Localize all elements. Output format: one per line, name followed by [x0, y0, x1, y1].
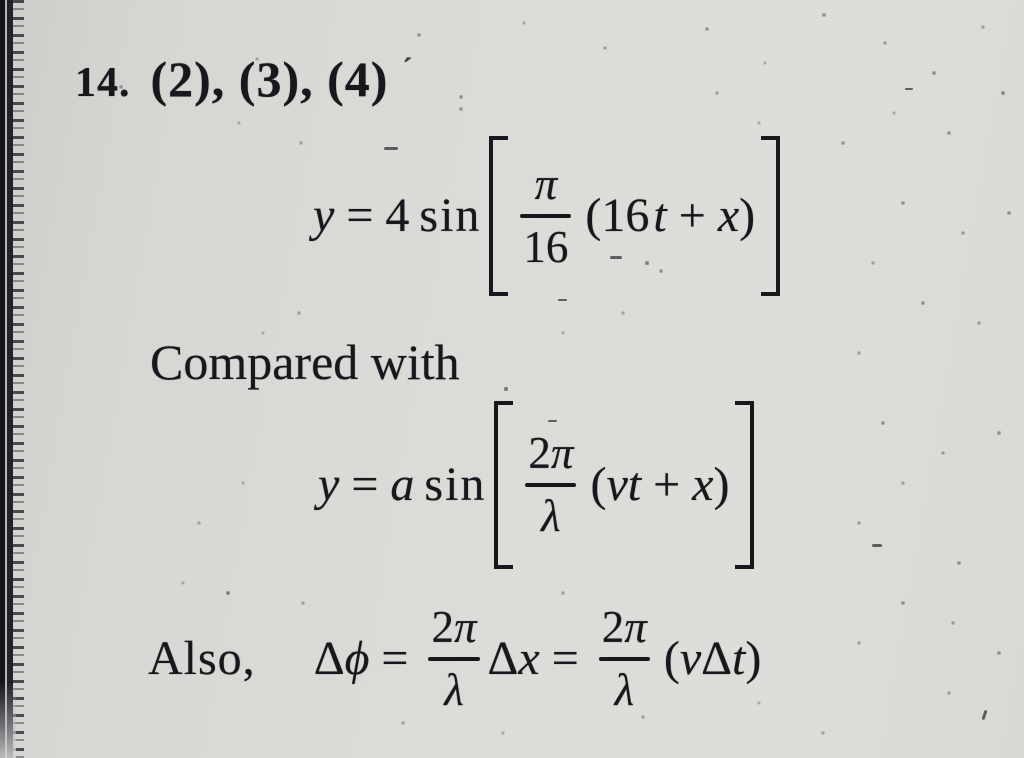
scan-noise-mark	[982, 710, 988, 720]
delta-symbol: Δ	[313, 632, 345, 685]
also-equals-1: =	[381, 632, 409, 685]
also-frac1-num-coef: 2	[431, 602, 454, 652]
also-arg-t: t	[732, 632, 746, 685]
also-fraction-2	[599, 602, 650, 715]
also-frac2-bar	[599, 657, 650, 661]
eq1-equals: =	[346, 189, 374, 242]
also-fraction-1	[428, 602, 479, 715]
eq1-lhs: y	[313, 189, 335, 242]
eq1-arg-var-t: t	[653, 189, 667, 242]
eq2-left-bracket	[494, 401, 513, 569]
eq1-fraction	[520, 159, 571, 272]
also-frac2-num-coef: 2	[601, 602, 625, 652]
scan-noise-mark	[872, 544, 882, 547]
eq1-fraction-bar	[520, 214, 571, 218]
eq2-open-paren: (	[590, 458, 607, 511]
eq1-right-bracket	[761, 136, 780, 296]
also-frac2-num-pi: π	[624, 602, 647, 652]
eq2-equals: =	[351, 458, 379, 511]
also-arg-delta: Δ	[701, 632, 733, 685]
phi-symbol: ϕ	[344, 632, 370, 685]
eq2-sin-function: sin	[424, 458, 487, 511]
also-equation-line	[148, 584, 761, 734]
eq1-coefficient: 4	[385, 189, 410, 242]
compare-label: Compared with	[150, 334, 460, 390]
book-binding-edge	[0, 0, 16, 758]
also-frac1-bar	[428, 657, 479, 661]
also-equals-2: =	[551, 632, 579, 685]
answer-line	[75, 50, 412, 108]
eq1-left-bracket	[489, 136, 508, 296]
equation-2	[318, 401, 756, 569]
answer-options: (2), (3), (4)	[150, 51, 389, 107]
eq2-arg-var-vt: vt	[606, 458, 642, 511]
also-argument	[663, 632, 762, 685]
also-label: Also,	[148, 632, 256, 685]
eq2-plus: +	[653, 458, 681, 511]
eq2-fraction-numerator	[525, 428, 576, 478]
eq2-num-coef: 2	[528, 428, 551, 478]
eq2-fraction-bar	[525, 483, 576, 487]
also-frac1-denominator: λ	[444, 665, 464, 715]
eq1-fraction-denominator: 16	[523, 222, 569, 272]
eq1-argument	[585, 189, 756, 242]
also-frac2-numerator	[599, 602, 650, 652]
also-close-paren: )	[745, 632, 762, 685]
stray-prime-mark: ´	[402, 52, 413, 85]
also-frac1-num-pi: π	[453, 602, 477, 652]
eq2-close-paren: )	[713, 458, 730, 511]
eq2-lhs: y	[318, 458, 340, 511]
equation-1	[313, 136, 782, 296]
also-open-paren: (	[663, 632, 680, 685]
eq1-fraction-numerator: π	[534, 159, 558, 209]
eq2-arg-var-x: x	[692, 458, 714, 511]
eq2-coefficient: a	[390, 458, 415, 511]
eq2-num-pi: π	[550, 428, 574, 478]
scan-noise-mark	[558, 299, 567, 301]
eq2-fraction	[525, 428, 576, 541]
scan-noise-mark	[905, 88, 913, 90]
also-frac1-numerator	[428, 602, 479, 652]
eq1-arg-var-x: x	[717, 189, 740, 242]
also-frac2-denominator: λ	[614, 665, 635, 715]
eq2-argument	[590, 458, 730, 511]
question-number: 14.	[75, 60, 131, 106]
delta-x-var: x	[518, 632, 540, 685]
also-arg-v: v	[679, 632, 702, 685]
delta-x-delta: Δ	[487, 632, 519, 685]
eq1-sin-function: sin	[419, 189, 482, 242]
eq2-right-bracket	[735, 401, 754, 569]
eq1-plus: +	[678, 189, 706, 242]
eq2-fraction-denominator: λ	[541, 491, 561, 541]
eq1-open-paren: (	[585, 189, 602, 242]
eq1-arg-coef: 16	[601, 189, 650, 242]
eq1-close-paren: )	[739, 189, 756, 242]
